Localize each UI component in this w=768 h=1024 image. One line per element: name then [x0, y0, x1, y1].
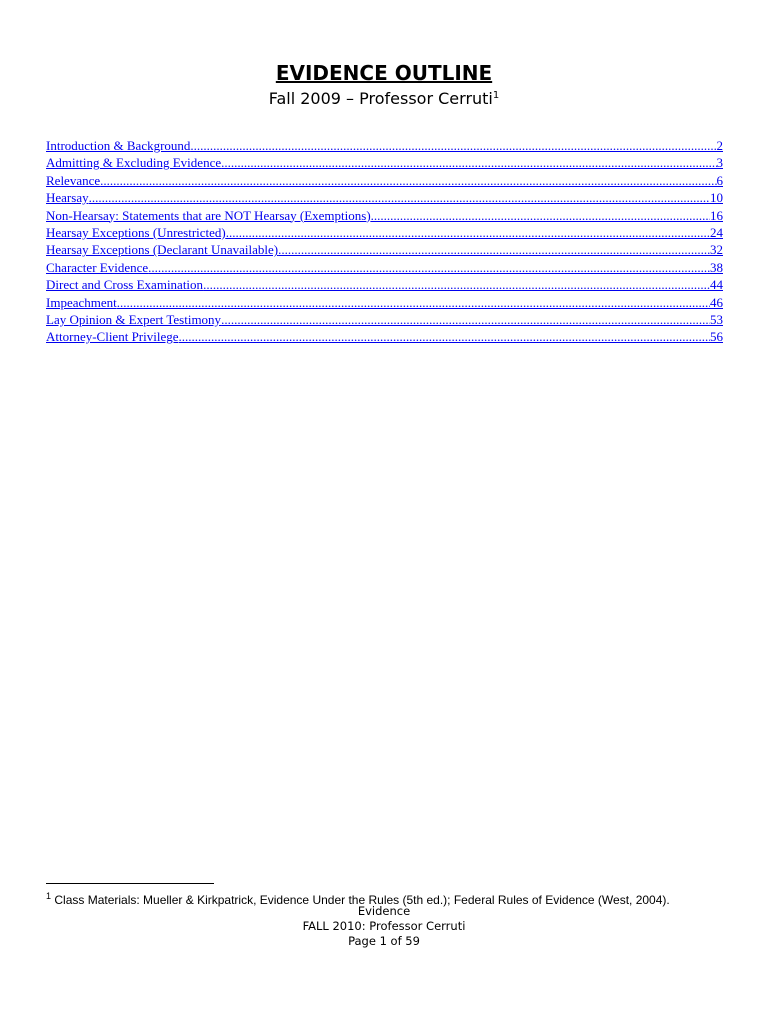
- toc-dot-leader: [371, 207, 710, 224]
- toc-dot-leader: [148, 259, 710, 276]
- toc-dot-leader: [221, 311, 710, 328]
- toc-entry-introduction[interactable]: [46, 137, 723, 154]
- toc-entry-hearsay[interactable]: [46, 189, 723, 206]
- toc-dot-leader: [221, 154, 716, 171]
- toc-entry-impeachment[interactable]: [46, 294, 723, 311]
- document-title: EVIDENCE OUTLINE: [275, 61, 493, 85]
- toc-entry-relevance[interactable]: [46, 172, 723, 189]
- page-footer: [0, 904, 768, 949]
- toc-entry-title: Hearsay: [46, 190, 89, 206]
- toc-entry-title: Impeachment: [46, 294, 117, 310]
- toc-entry-page: 16: [710, 207, 723, 223]
- toc-entry-lay-opinion[interactable]: [46, 311, 723, 328]
- toc-entry-title: Hearsay Exceptions (Unrestricted): [46, 224, 226, 240]
- toc-entry-title: Relevance: [46, 172, 101, 188]
- toc-entry-page: 56: [710, 329, 723, 345]
- toc-entry-page: 46: [710, 294, 723, 310]
- toc-entry-page: 53: [710, 311, 723, 327]
- toc-entry-title: Direct and Cross Examination: [46, 277, 204, 293]
- toc-entry-hearsay-exceptions-unavailable[interactable]: [46, 241, 723, 258]
- toc-entry-page: 24: [710, 224, 723, 240]
- toc-entry-direct-cross[interactable]: [46, 276, 723, 293]
- toc-dot-leader: [226, 224, 710, 241]
- document-subtitle: [0, 85, 768, 110]
- toc-entry-page: 2: [716, 138, 723, 153]
- toc-entry-attorney-client[interactable]: [46, 328, 723, 345]
- toc-entry-page: 6: [716, 172, 723, 188]
- toc-entry-title: Introduction & Background: [46, 138, 191, 153]
- toc-dot-leader: [278, 241, 710, 258]
- toc-entry-title: Character Evidence: [46, 259, 149, 275]
- toc-entry-admitting-excluding[interactable]: [46, 154, 723, 171]
- toc-dot-leader: [179, 328, 710, 345]
- toc-dot-leader: [190, 137, 716, 154]
- toc-entry-character-evidence[interactable]: [46, 259, 723, 276]
- toc-entry-non-hearsay[interactable]: [46, 207, 723, 224]
- footnote-marker: 1: [46, 891, 52, 901]
- toc-dot-leader: [89, 189, 710, 206]
- toc-entry-title: Non-Hearsay: Statements that are NOT Hearsay (Exemptions): [46, 207, 371, 223]
- subtitle-text: Fall 2009 – Professor Cerruti: [268, 89, 493, 108]
- table-of-contents: [46, 137, 723, 346]
- toc-entry-title: Attorney-Client Privilege: [46, 329, 179, 345]
- toc-entry-page: 44: [710, 277, 723, 293]
- toc-entry-page: 3: [716, 155, 723, 171]
- toc-entry-title: Admitting & Excluding Evidence: [46, 155, 222, 171]
- toc-entry-title: Lay Opinion & Expert Testimony: [46, 311, 222, 327]
- toc-entry-page: 38: [710, 259, 723, 275]
- toc-entry-page: 32: [710, 242, 723, 258]
- footnote-separator: [46, 883, 214, 884]
- toc-dot-leader: [100, 172, 716, 189]
- toc-entry-hearsay-exceptions-unrestricted[interactable]: [46, 224, 723, 241]
- toc-entry-title: Hearsay Exceptions (Declarant Unavailable): [46, 242, 279, 258]
- footer-page-number: Page 1 of 59: [348, 934, 420, 948]
- footer-course: Evidence: [357, 904, 411, 918]
- toc-dot-leader: [203, 276, 710, 293]
- toc-entry-page: 10: [710, 190, 723, 206]
- footer-term: FALL 2010: Professor Cerruti: [302, 919, 466, 933]
- toc-dot-leader: [117, 294, 710, 311]
- footnote-reference[interactable]: 1: [492, 90, 500, 101]
- footnote-text: Class Materials: Mueller & Kirkpatrick, Evidence Under the Rules (5th ed.); Federal Rules of Evidence (West, 2004).: [54, 893, 670, 907]
